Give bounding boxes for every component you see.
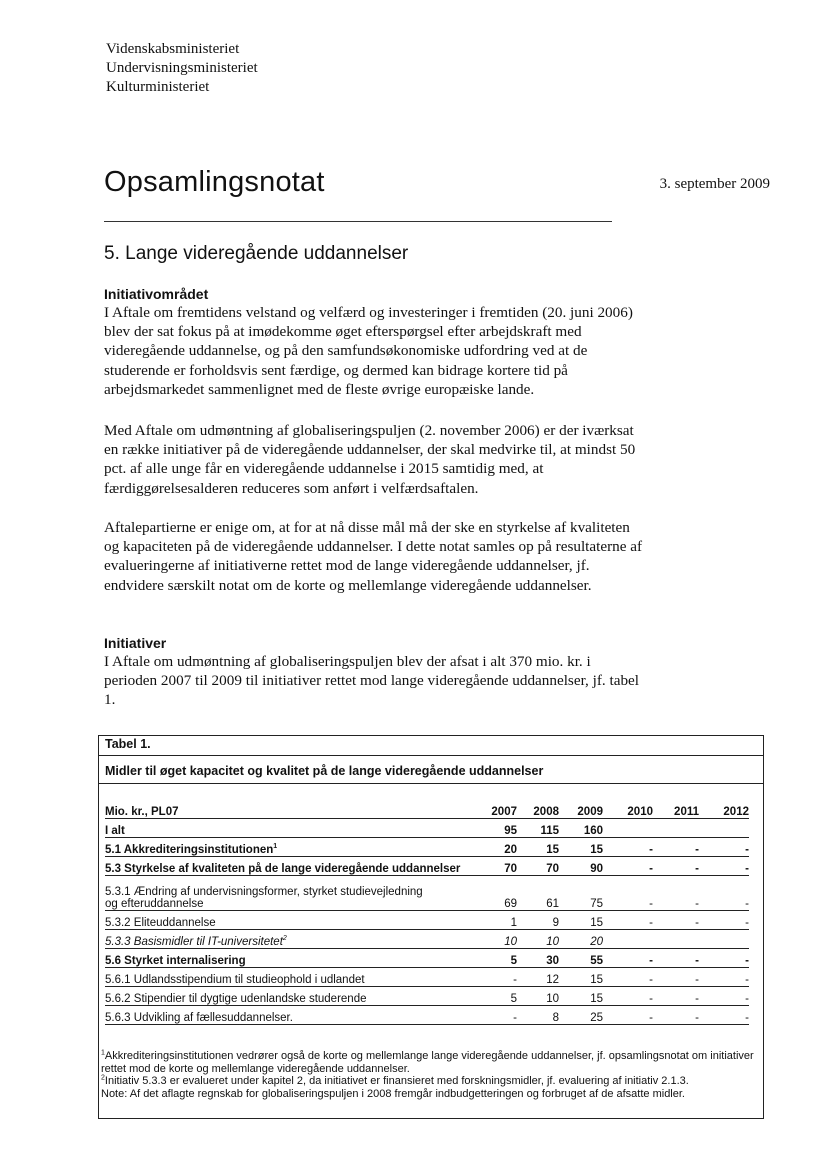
year-header: 2007 (473, 802, 517, 819)
cell-value: 95 (473, 819, 517, 838)
cell-value: 8 (517, 1006, 559, 1025)
ministry-name: Videnskabsministeriet (106, 41, 240, 57)
unit-label: Mio. kr., PL07 (105, 802, 473, 819)
cell-value (699, 819, 749, 838)
cell-value: - (699, 911, 749, 930)
section-heading: Initiativer (104, 635, 167, 651)
cell-value: - (699, 968, 749, 987)
cell-value: - (653, 968, 699, 987)
paragraph: Med Aftale om udmøntning af globaliseringspuljen (2. november 2006) er der iværksat en række initiativer på de videregående uddannelser, der skal medvirke til, at mindst 50 pct. af alle unge får en videregående uddannelse i 2015 samtidig med, at færdiggørelsesalderen reduceres som anført i velfærdsaftalen. (104, 422, 636, 497)
letterhead (106, 40, 258, 97)
ministry-name: Kulturministeriet (106, 79, 210, 95)
cell-value: 15 (559, 968, 603, 987)
row-label-text: 5.1 Akkrediteringsinstitutionen (105, 844, 274, 856)
cell-value: 160 (559, 819, 603, 838)
row-label (105, 911, 473, 930)
table-header-row (105, 802, 749, 819)
row-label (105, 930, 473, 949)
cell-value: - (699, 987, 749, 1006)
table-row (105, 949, 749, 968)
row-label-text: 5.6.3 Udvikling af fællesuddannelser. (105, 1012, 293, 1024)
cell-value: 61 (517, 876, 559, 911)
section-heading: Initiativområdet (104, 286, 209, 302)
cell-value: - (603, 857, 653, 876)
footnote-marker: 1 (273, 843, 278, 851)
year-header: 2011 (653, 802, 699, 819)
cell-value (603, 930, 653, 949)
ministry-name: Undervisningsministeriet (106, 60, 258, 76)
cell-value: 55 (559, 949, 603, 968)
table-1 (98, 735, 764, 1119)
paragraph: I Aftale om udmøntning af globaliseringspuljen blev der afsat i alt 370 mio. kr. i perioden 2007 til 2009 til initiativer rettet mod lange videregående uddannelser, jf. tabel 1. (104, 653, 640, 709)
year-header: 2008 (517, 802, 559, 819)
row-label-text: 5.6 Styrket internalisering (105, 955, 246, 967)
cell-value: - (603, 838, 653, 857)
cell-value: - (653, 857, 699, 876)
cell-value: - (603, 987, 653, 1006)
document-title: Opsamlingsnotat (104, 166, 325, 198)
cell-value: 1 (473, 911, 517, 930)
cell-value: 10 (517, 930, 559, 949)
cell-value: - (699, 949, 749, 968)
budget-table (105, 802, 749, 1025)
cell-value: - (653, 987, 699, 1006)
year-header: 2010 (603, 802, 653, 819)
row-label (105, 838, 473, 857)
cell-value: - (473, 968, 517, 987)
year-header: 2012 (699, 802, 749, 819)
initiativer-section (104, 635, 644, 710)
table-notes (101, 1050, 761, 1100)
table-row (105, 838, 749, 857)
cell-value: 9 (517, 911, 559, 930)
row-label-text: 5.6.1 Udlandsstipendium til studieophold i udlandet (105, 974, 365, 986)
cell-value (603, 819, 653, 838)
cell-value: 10 (473, 930, 517, 949)
initiativomraadet-section (104, 286, 644, 399)
row-label (105, 1006, 473, 1025)
cell-value: 25 (559, 1006, 603, 1025)
cell-value: 75 (559, 876, 603, 911)
row-label-text: I alt (105, 825, 125, 837)
row-label-text: 5.3.2 Eliteuddannelse (105, 917, 216, 929)
cell-value: - (603, 968, 653, 987)
footnote-text: Note: Af det aflagte regnskab for globaliseringspuljen i 2008 fremgår indbudgetteringen og forbruget af de afsatte midler. (101, 1087, 685, 1100)
row-label-text: 5.3 Styrkelse af kvaliteten på de lange videregående uddannelser (105, 863, 461, 875)
paragraph: Aftalepartierne er enige om, at for at nå disse mål må der ske en styrkelse af kvaliteten og kapaciteten på de videregående uddannelser. I dette notat samles op på resultaterne af evalueringerne af initiativerne rettet mod de lange videregående uddannelser, jf. endvidere særskilt notat om de korte og mellemlange videregående uddannelser. (104, 519, 643, 594)
table-title: Midler til øget kapacitet og kvalitet på de lange videregående uddannelser (99, 756, 763, 784)
cell-value: - (603, 876, 653, 911)
table-row (105, 911, 749, 930)
paragraph: I Aftale om fremtidens velstand og velfærd og investeringer i fremtiden (20. juni 2006) blev der sat fokus på at imødekomme øget efterspørgsel efter arbejdskraft med videregående uddannelse, og på den samfundsøkonomiske udfordring ved at de studerende er forholdsvis sent færdige, og dermed kan bidrage kortere tid på arbejdsmarkedet sammenlignet med de fleste øvrige europæiske lande. (104, 304, 633, 398)
document-date: 3. september 2009 (659, 176, 770, 192)
table-row (105, 930, 749, 949)
cell-value: 20 (473, 838, 517, 857)
row-label (105, 876, 473, 911)
row-label (105, 949, 473, 968)
table-caption: Tabel 1. (99, 736, 763, 756)
table-row (105, 876, 749, 911)
row-label-text: 5.3.3 Basismidler til IT-universitetet (105, 936, 283, 948)
footnote (101, 1050, 761, 1075)
year-header: 2009 (559, 802, 603, 819)
footnote (101, 1075, 761, 1088)
cell-value: - (699, 857, 749, 876)
cell-value: 69 (473, 876, 517, 911)
footnote (101, 1088, 761, 1101)
cell-value: 70 (517, 857, 559, 876)
title-divider (104, 221, 612, 222)
cell-value: - (699, 876, 749, 911)
row-label (105, 819, 473, 838)
cell-value: 70 (473, 857, 517, 876)
cell-value: 10 (517, 987, 559, 1006)
cell-value (653, 819, 699, 838)
row-label-text: og efteruddannelse (105, 898, 204, 910)
row-label (105, 857, 473, 876)
cell-value: 115 (517, 819, 559, 838)
cell-value: - (653, 838, 699, 857)
row-label-text: 5.6.2 Stipendier til dygtige udenlandske studerende (105, 993, 367, 1005)
section-title: 5. Lange videregående uddannelser (104, 243, 409, 264)
cell-value (653, 930, 699, 949)
row-label-text: 5.3.1 Ændring af undervisningsformer, styrket studievejledning (105, 886, 423, 898)
table-row (105, 819, 749, 838)
footnote-text: Initiativ 5.3.3 er evalueret under kapitel 2, da initiativet er finansieret med forskningsmidler, jf. evaluering af initiativ 2.1.3. (104, 1075, 689, 1088)
cell-value: - (653, 876, 699, 911)
cell-value: 5 (473, 987, 517, 1006)
cell-value: 15 (559, 987, 603, 1006)
footnote-marker: 1 (101, 1049, 105, 1057)
table-row (105, 987, 749, 1006)
cell-value: 12 (517, 968, 559, 987)
cell-value: - (603, 1006, 653, 1025)
cell-value: 15 (559, 838, 603, 857)
cell-value: - (603, 949, 653, 968)
cell-value: - (653, 1006, 699, 1025)
paragraph-block (104, 518, 644, 595)
table-row (105, 1006, 749, 1025)
row-label (105, 968, 473, 987)
cell-value: 15 (517, 838, 559, 857)
cell-value: - (473, 1006, 517, 1025)
footnote-marker: 2 (282, 935, 287, 943)
cell-value: 30 (517, 949, 559, 968)
cell-value: - (603, 911, 653, 930)
cell-value: - (653, 949, 699, 968)
paragraph-block (104, 421, 644, 498)
cell-value: 20 (559, 930, 603, 949)
footnote-text: Akkrediteringsinstitutionen vedrører også de korte og mellemlange lange videregående uddannelser, jf. opsamlingsnotat om initiativer rettet mod de korte og mellemlange videregående uddannelser. (101, 1050, 754, 1075)
cell-value: - (653, 911, 699, 930)
cell-value: 15 (559, 911, 603, 930)
cell-value: 90 (559, 857, 603, 876)
cell-value: - (699, 838, 749, 857)
cell-value (699, 930, 749, 949)
table-row (105, 968, 749, 987)
row-label (105, 987, 473, 1006)
table-row (105, 857, 749, 876)
footnote-marker: 2 (101, 1074, 105, 1082)
cell-value: - (699, 1006, 749, 1025)
cell-value: 5 (473, 949, 517, 968)
